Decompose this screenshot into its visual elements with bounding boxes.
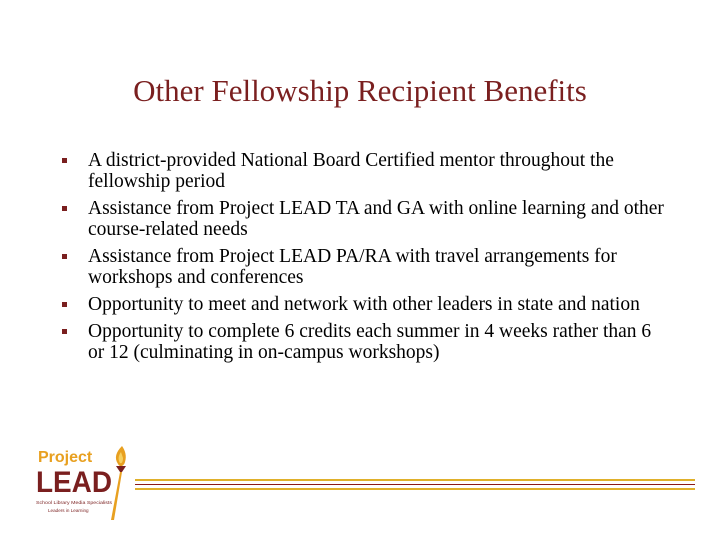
- bullet-item: [60, 321, 670, 363]
- square-bullet-icon: [62, 254, 67, 259]
- bullet-item: [60, 246, 670, 288]
- torch-icon: [111, 446, 126, 520]
- logo-word-project: Project: [38, 449, 93, 466]
- bullet-item: [60, 198, 670, 240]
- logo-tagline-2: Leaders in Learning: [48, 508, 89, 513]
- bullet-list: [60, 150, 670, 369]
- bullet-text: Opportunity to complete 6 credits each summer in 4 weeks rather than 6 or 12 (culminating in on-campus workshops): [88, 321, 652, 363]
- footer-rule-red: [135, 484, 695, 485]
- bullet-item: [60, 150, 670, 192]
- bullet-text: Opportunity to meet and network with other leaders in state and nation: [88, 294, 640, 315]
- logo-tagline-1: School Library Media Specialists: [36, 500, 113, 505]
- slide-title: Other Fellowship Recipient Benefits: [133, 73, 587, 108]
- logo-word-lead: LEAD: [36, 466, 112, 499]
- footer-rule-gold-bottom: [135, 488, 695, 490]
- square-bullet-icon: [62, 329, 67, 334]
- square-bullet-icon: [62, 158, 67, 163]
- bullet-text: Assistance from Project LEAD PA/RA with travel arrangements for workshops and conferences: [88, 246, 617, 288]
- bullet-item: [60, 294, 670, 315]
- bullet-text: Assistance from Project LEAD TA and GA with online learning and other course-related needs: [88, 198, 664, 240]
- project-lead-logo: [30, 442, 140, 522]
- footer-rule-gold-top: [135, 479, 695, 481]
- square-bullet-icon: [62, 206, 67, 211]
- bullet-text: A district-provided National Board Certified mentor throughout the fellowship period: [88, 150, 614, 192]
- square-bullet-icon: [62, 302, 67, 307]
